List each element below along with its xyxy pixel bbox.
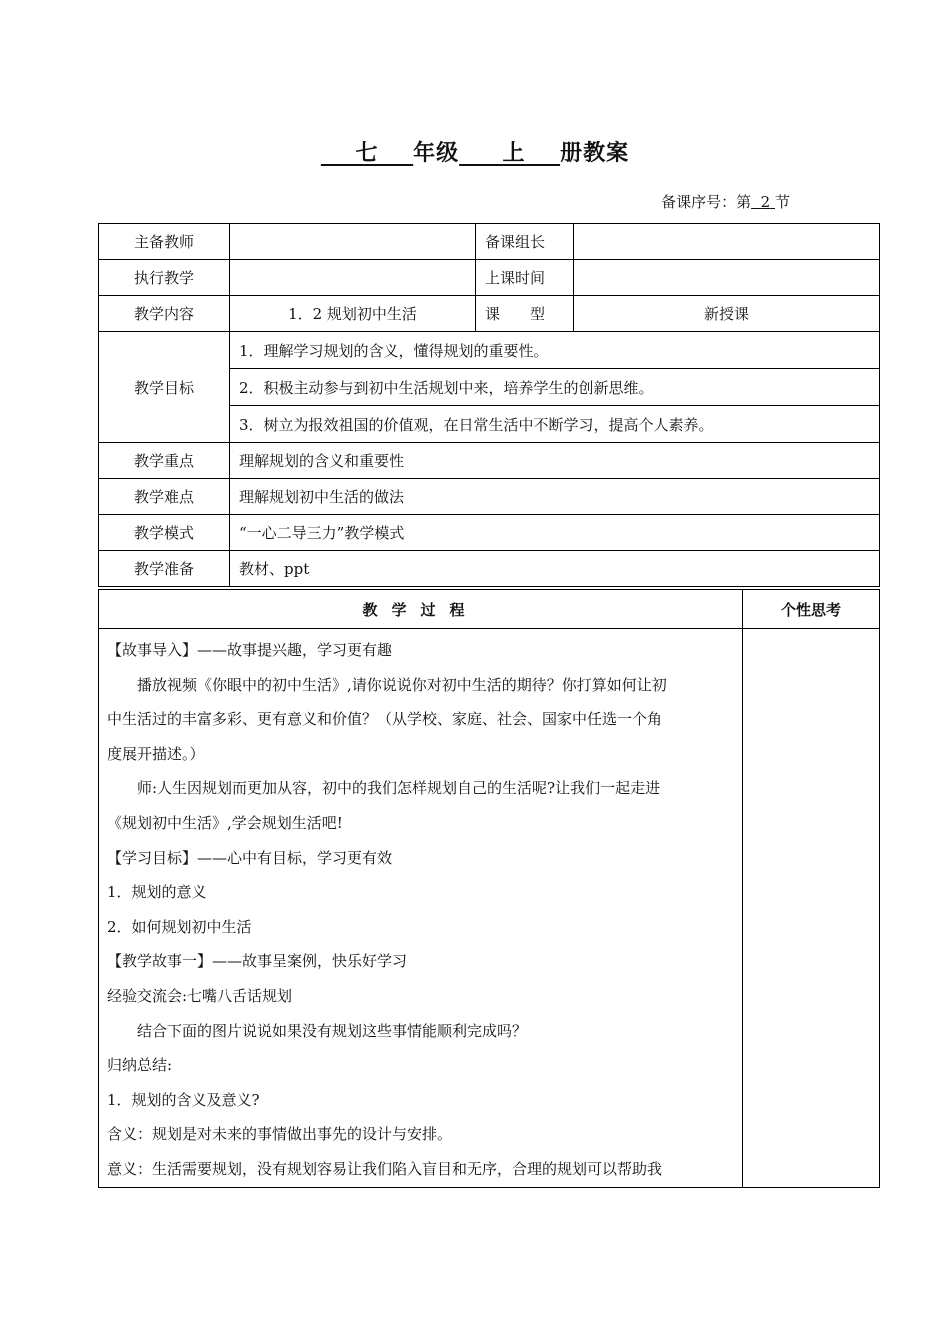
class-time-value <box>574 260 880 296</box>
group-leader-label: 备课组长 <box>476 224 574 260</box>
exec-value <box>230 260 476 296</box>
process-line: 【故事导入】——故事提兴趣，学习更有趣 <box>107 641 393 659</box>
type-value: 新授课 <box>574 296 880 332</box>
goals-label: 教学目标 <box>99 332 230 443</box>
teacher-label: 主备教师 <box>99 224 230 260</box>
process-header: 教学过程 <box>99 590 743 629</box>
process-line: 经验交流会:七嘴八舌话规划 <box>107 986 293 1005</box>
process-line: 意义：生活需要规划，没有规划容易让我们陷入盲目和无序，合理的规划可以帮助我 <box>107 1159 663 1178</box>
lesson-number: 备课序号：第 2 节 <box>661 193 790 211</box>
group-leader-value <box>574 224 880 260</box>
reflection-header: 个性思考 <box>743 590 880 629</box>
info-table <box>98 223 880 587</box>
prep-value: 教材、ppt <box>230 551 880 587</box>
exec-label: 执行教学 <box>99 260 230 296</box>
grade-field: 七 <box>355 141 379 166</box>
process-line: 度展开描述。） <box>107 744 205 763</box>
content-value: 1．2 规划初中生活 <box>230 296 476 332</box>
difficulty-label: 教学难点 <box>99 479 230 515</box>
mode-value: “一心二导三力”教学模式 <box>230 515 880 551</box>
process-line: 师:人生因规划而更加从容，初中的我们怎样规划自己的生活呢?让我们一起走进 <box>137 779 661 798</box>
goal-item: 3．树立为报效祖国的价值观，在日常生活中不断学习，提高个人素养。 <box>230 406 880 443</box>
type-label: 课 型 <box>476 296 574 332</box>
goal-item: 2．积极主动参与到初中生活规划中来，培养学生的创新思维。 <box>230 369 880 406</box>
prep-label: 教学准备 <box>99 551 230 587</box>
process-line: 归纳总结: <box>107 1056 173 1075</box>
process-line: 《规划初中生活》,学会规划生活吧! <box>107 813 343 832</box>
process-body <box>99 629 743 1188</box>
key-value: 理解规划的含义和重要性 <box>230 443 880 479</box>
process-table <box>98 589 880 1188</box>
difficulty-value: 理解规划初中生活的做法 <box>230 479 880 515</box>
goal-item: 1．理解学习规划的含义，懂得规划的重要性。 <box>230 332 880 369</box>
process-line: 含义：规划是对未来的事情做出事先的设计与安排。 <box>107 1125 453 1144</box>
class-time-label: 上课时间 <box>476 260 574 296</box>
process-line: 【教学故事一】——故事呈案例，快乐好学习 <box>107 952 408 971</box>
volume-field: 上 <box>502 141 526 166</box>
teacher-value <box>230 224 476 260</box>
mode-label: 教学模式 <box>99 515 230 551</box>
content-label: 教学内容 <box>99 296 230 332</box>
process-line: 中生活过的丰富多彩、更有意义和价值？（从学校、家庭、社会、国家中任选一个角 <box>107 710 663 729</box>
volume-suffix: 册教案 <box>560 141 630 166</box>
process-line: 1．规划的含义及意义? <box>107 1090 260 1109</box>
process-line: 结合下面的图片说说如果没有规划这些事情能顺利完成吗？ <box>137 1021 528 1040</box>
process-line: 1．规划的意义 <box>107 883 207 902</box>
grade-suffix: 年级 <box>413 141 460 166</box>
page-title <box>0 136 950 167</box>
process-line: 2．如何规划初中生活 <box>107 917 252 936</box>
process-line: 【学习目标】——心中有目标，学习更有效 <box>107 848 393 867</box>
process-line: 播放视频《你眼中的初中生活》,请你说说你对初中生活的期待？你打算如何让初 <box>137 675 667 694</box>
reflection-column <box>743 629 880 1188</box>
key-label: 教学重点 <box>99 443 230 479</box>
